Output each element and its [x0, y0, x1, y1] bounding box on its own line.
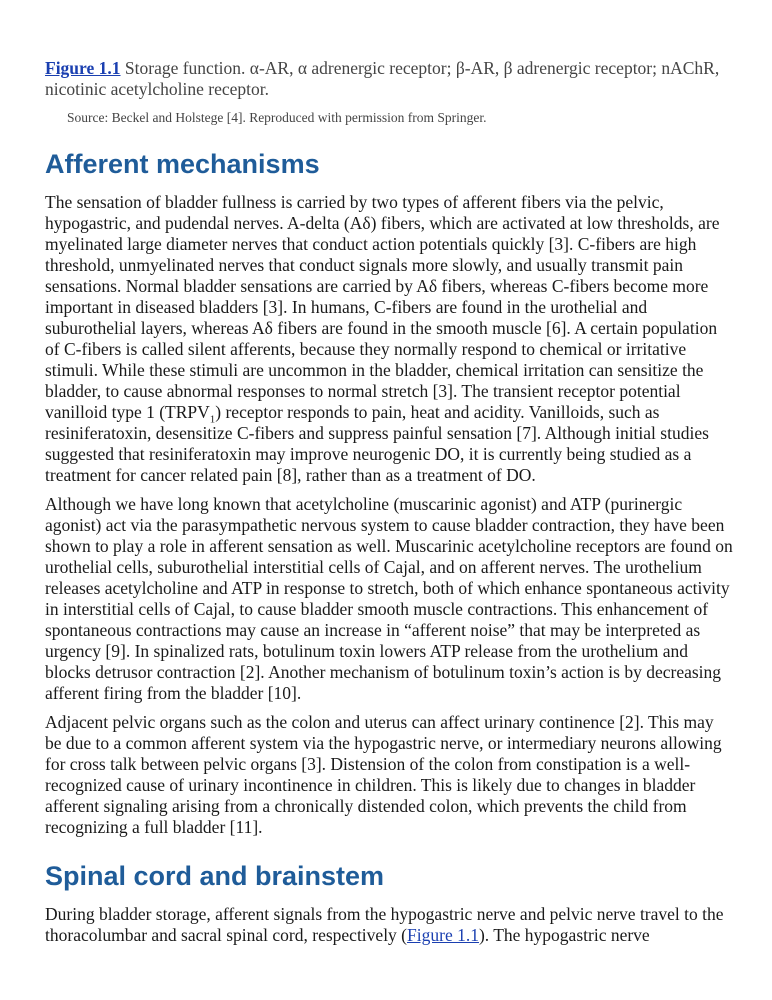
paragraph-afferent-2: Although we have long known that acetylcholine (muscarinic agonist) and ATP (purinergic agonist) act via the parasympathetic nervous system to cause bladder contraction, they have been shown to play a role in afferent sensation as well. Muscarinic acetylcholine receptors are found on urothelial cells, suburothelial interstitial cells of Cajal, and on afferent nerves. The urothelium releases acetylcholine and ATP in response to stretch, both of which enhance spontaneous activity in interstitial cells of Cajal, to cause bladder smooth muscle contractions. This enhancement of spontaneous contractions may cause an increase in “afferent noise” that may be interpreted as urgency [9]. In spinalized rats, botulinum toxin lowers ATP release from the urothelium and blocks detrusor contraction [2]. Another mechanism of botulinum toxin’s action is by decreasing afferent firing from the bladder [10].: [45, 494, 733, 703]
paragraph-afferent-3: Adjacent pelvic organs such as the colon and uterus can affect urinary continence [2]. This may be due to a common afferent system via the hypogastric nerve, or intermediary neurons allowing for cross talk between pelvic organs [3]. Distension of the colon from constipation is a well-recognized cause of urinary incontinence in children. This is likely due to changes in bladder afferent signaling arising from a chronically distended colon, which prevents the child from recognizing a full bladder [11].: [45, 712, 722, 837]
figure-link[interactable]: Figure 1.1: [45, 58, 121, 78]
figure-caption: [45, 58, 733, 100]
document-page: [45, 58, 733, 946]
figure-reference-link[interactable]: Figure 1.1: [407, 925, 479, 945]
figure-source: Source: Beckel and Holstege [4]. Reproduced with permission from Springer.: [67, 110, 487, 125]
section-heading-spinal: Spinal cord and brainstem: [45, 861, 385, 891]
figure-caption-text: Storage function. α-AR, α adrenergic receptor; β-AR, β adrenergic receptor; nAChR, nicotinic acetylcholine receptor.: [45, 58, 720, 99]
paragraph-text: During bladder storage, afferent signals from the hypogastric nerve and pelvic nerve travel to the thoracolumbar and sacral spinal cord, respectively (: [45, 904, 724, 945]
paragraph-afferent-1: [45, 192, 733, 486]
section-heading-afferent: Afferent mechanisms: [45, 149, 320, 179]
subscript: 1: [209, 413, 216, 426]
paragraph-spinal-1: [45, 904, 733, 946]
paragraph-text: ). The hypogastric nerve: [478, 925, 650, 945]
paragraph-text: The sensation of bladder fullness is carried by two types of afferent fibers via the pelvic, hypogastric, and pudendal nerves. A-delta (Aδ) fibers, which are activated at low thresholds, are myelinated large diameter nerves that conduct action potentials quickly [3]. C-fibers are high threshold, unmyelinated nerves that conduct signals more slowly, and usually transmit pain sensations. Normal bladder sensations are carried by Aδ fibers, whereas C-fibers become more important in diseased bladders [3]. In humans, C-fibers are found in the urothelial and suburothelial layers, whereas Aδ fibers are found in the smooth muscle [6]. A certain population of C-fibers is called silent afferents, because they normally respond to chemical or irritative stimuli. While these stimuli are uncommon in the bladder, chemical irritation can sensitize the bladder, to cause abnormal responses to normal stretch [3]. The transient receptor potential vanilloid type 1 (TRPV: [45, 192, 720, 422]
paragraph-text: ) receptor responds to pain, heat and acidity. Vanilloids, such as resiniferatoxin, desensitize C-fibers and suppress painful sensation [7]. Although initial studies suggested that resiniferatoxin may improve neurogenic DO, it is currently being studied as a treatment for cancer related pain [8], rather than as a treatment of DO.: [45, 402, 709, 485]
